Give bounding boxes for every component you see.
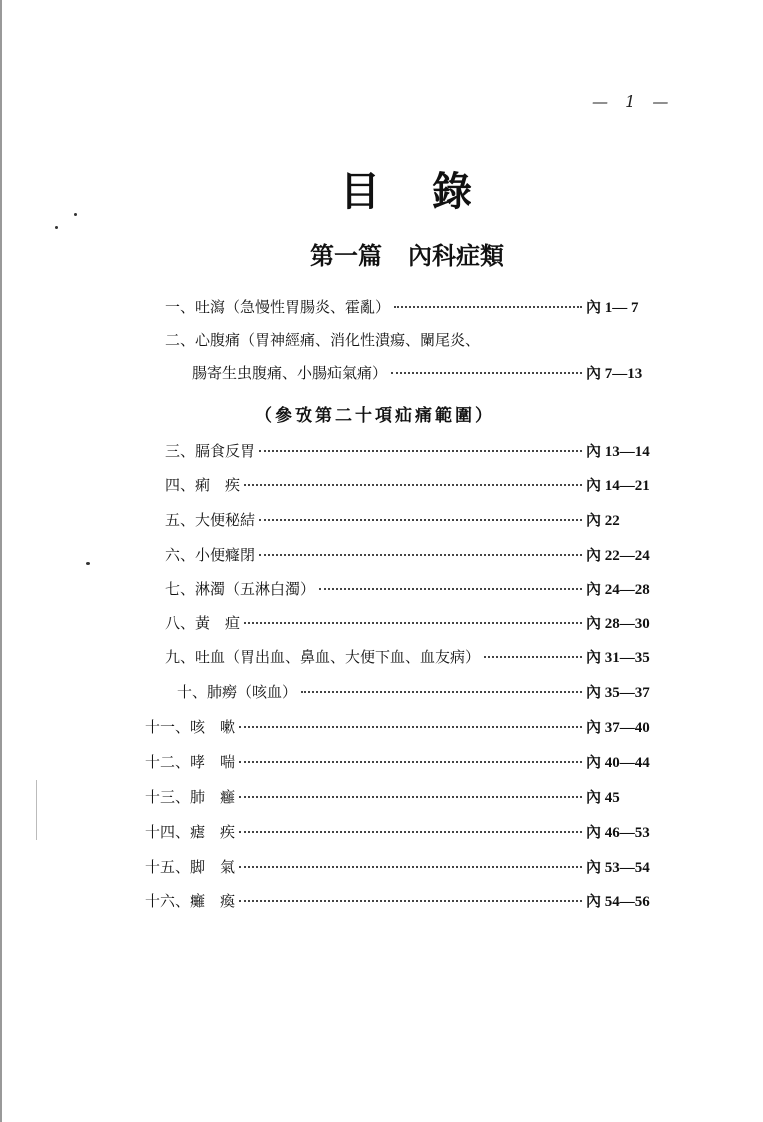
dot-leader [259, 450, 582, 452]
toc-entry [145, 751, 668, 772]
dot-leader [239, 866, 582, 868]
toc-entry-title: 十四、瘧 疾 [145, 823, 236, 841]
toc-entry-page: 內 1— 7 [586, 300, 639, 316]
toc-entry-page: 內 40—44 [586, 755, 650, 771]
scan-mark [36, 780, 37, 840]
toc-entry-title: 九、吐血（胃出血、鼻血、大便下血、血友病） [165, 648, 481, 666]
toc-entry-page: 內 13—14 [586, 444, 650, 460]
toc-entry-title: 十、肺癆（咳血） [177, 683, 298, 701]
dot-leader [301, 691, 582, 693]
dot-leader [259, 519, 582, 521]
toc-entry-title: 腸寄生虫腹痛、小腸疝氣痛） [192, 364, 388, 382]
toc-entry [165, 612, 668, 633]
scan-speck [55, 226, 58, 229]
toc-entry-title: 五、大便秘結 [165, 511, 256, 529]
toc-entry-title: 三、膈食反胃 [165, 442, 256, 460]
section-part: 第一篇 [310, 241, 382, 270]
toc-entry-title: 二、心腹痛（胃神經痛、消化性潰瘍、闌尾炎、 [165, 331, 481, 349]
page-edge [0, 0, 2, 1122]
dot-leader [319, 588, 582, 590]
section-heading [310, 236, 530, 271]
toc-entry [145, 716, 668, 737]
toc-entry-page: 內 54—56 [586, 894, 650, 910]
toc-entry-page: 內 24—28 [586, 582, 650, 598]
toc-entry [192, 362, 668, 383]
cross-reference-note: （參攷第二十項疝痛範圍） [255, 406, 495, 426]
dot-leader [239, 796, 582, 798]
dot-leader [394, 306, 582, 308]
toc-entry-title: 十二、哮 喘 [145, 753, 236, 771]
toc-entry [177, 681, 668, 702]
toc-entry-title: 十六、癱 瘓 [145, 892, 236, 910]
toc-entry-page: 內 35—37 [586, 685, 650, 701]
dot-leader [244, 484, 582, 486]
dot-leader [239, 900, 582, 902]
scan-speck [86, 562, 90, 565]
toc-entry-title: 一、吐瀉（急慢性胃腸炎、霍亂） [165, 298, 391, 316]
toc-entry [145, 890, 668, 911]
toc-entry-page: 內 14—21 [586, 478, 650, 494]
toc-entry-page: 內 53—54 [586, 860, 650, 876]
dot-leader [244, 622, 582, 624]
dot-leader [239, 726, 582, 728]
toc-entry [165, 544, 668, 565]
toc-entry [165, 329, 668, 350]
toc-entry-page: 內 31—35 [586, 650, 650, 666]
scan-speck [74, 213, 77, 216]
toc-entry [165, 440, 668, 461]
toc-entry-page: 內 22—24 [586, 548, 650, 564]
toc-entry [165, 296, 668, 317]
toc-entry-page: 內 45 [586, 790, 620, 806]
section-name: 內科症類 [408, 241, 504, 270]
dot-leader [259, 554, 582, 556]
toc-entry [165, 474, 668, 495]
toc-entry-title: 四、痢 疾 [165, 476, 241, 494]
toc-entry [165, 509, 668, 530]
dot-leader [239, 831, 582, 833]
toc-entry [145, 856, 668, 877]
toc-entry-page: 內 22 [586, 513, 620, 529]
toc-entry-page: 內 7—13 [586, 366, 643, 382]
toc-entry-title: 六、小便癃閉 [165, 546, 256, 564]
dot-leader [239, 761, 582, 763]
toc-entry-title: 十一、咳 嗽 [145, 718, 236, 736]
dot-leader [391, 372, 582, 374]
toc-entry-title: 十三、肺 癰 [145, 788, 236, 806]
dot-leader [484, 656, 582, 658]
toc-entry [145, 821, 668, 842]
toc-entry-page: 內 37—40 [586, 720, 650, 736]
page-number: — 1 — [592, 92, 675, 111]
toc-entry-title: 七、淋濁（五淋白濁） [165, 580, 316, 598]
toc-entry-page: 內 46—53 [586, 825, 650, 841]
toc-entry [165, 578, 668, 599]
toc-entry-title: 十五、脚 氣 [145, 858, 236, 876]
toc-entry [165, 646, 668, 667]
toc-entry-title: 八、黃 疸 [165, 614, 241, 632]
toc-entry-page: 內 28—30 [586, 616, 650, 632]
toc-entry [145, 786, 668, 807]
page-title: 目錄 [340, 168, 524, 215]
